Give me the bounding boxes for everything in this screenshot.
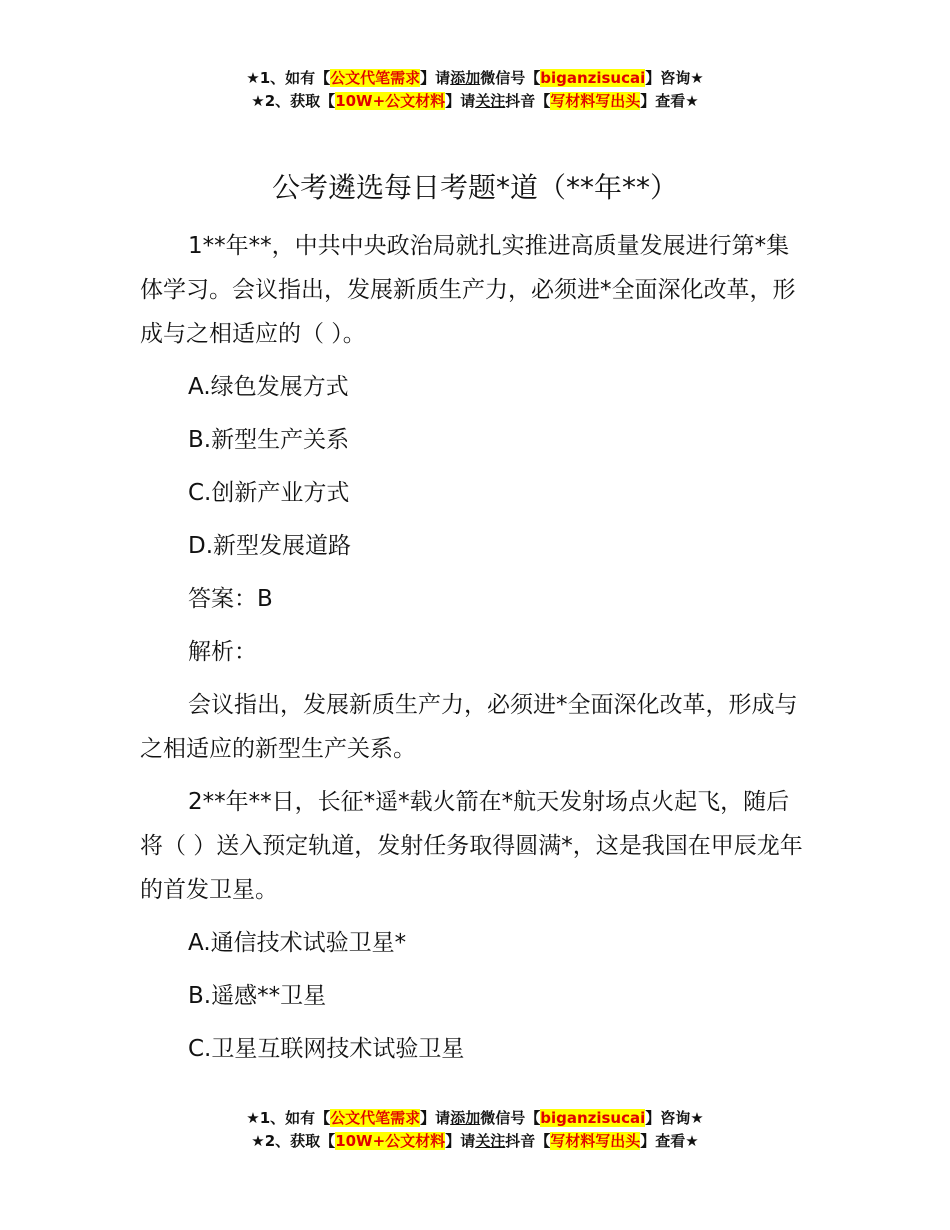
question-1-analysis: 会议指出，发展新质生产力，必须进*全面深化改革，形成与之相适应的新型生产关系。: [140, 692, 798, 762]
banner-line-1: ★1、如有【公文代笔需求】请添加微信号【biganzisucai】咨询★: [246, 69, 704, 87]
question-1-analysis-label: 解析：: [188, 639, 257, 665]
question-2-stem: 2**年**日，长征*遥*载火箭在*航天发射场点火起飞，随后将（ ）送入预定轨道，发射任务取得圆满*，这是我国在甲辰龙年的首发卫星。: [140, 789, 803, 903]
question-1-option-b: B.新型生产关系: [188, 427, 350, 453]
banner-line-1: ★1、如有【公文代笔需求】请添加微信号【biganzisucai】咨询★: [246, 1109, 704, 1127]
highlight-ghostwriting: 公文代笔需求: [330, 1109, 421, 1127]
question-1-option-d: D.新型发展道路: [188, 533, 352, 559]
banner-line-2: ★2、获取【10W+公文材料】请关注抖音【写材料写出头】查看★: [251, 92, 699, 110]
highlight-douyin: 写材料写出头: [550, 92, 641, 110]
question-2-option-c: C.卫星互联网技术试验卫星: [188, 1036, 465, 1062]
header-banner: [0, 67, 950, 113]
footer-banner: [0, 1107, 950, 1153]
highlight-douyin: 写材料写出头: [550, 1132, 641, 1150]
highlight-ghostwriting: 公文代笔需求: [330, 69, 421, 87]
question-2-option-b: B.遥感**卫星: [188, 983, 327, 1009]
banner-line-2: ★2、获取【10W+公文材料】请关注抖音【写材料写出头】查看★: [251, 1132, 699, 1150]
question-1-option-c: C.创新产业方式: [188, 480, 350, 506]
highlight-materials: 10W+公文材料: [335, 1132, 446, 1150]
highlight-wechat-id: biganzisucai: [540, 69, 646, 87]
highlight-materials: 10W+公文材料: [335, 92, 446, 110]
question-1-option-a: A.绿色发展方式: [188, 374, 349, 400]
question-2-option-a: A.通信技术试验卫星*: [188, 930, 407, 956]
question-1-stem: 1**年**，中共中央政治局就扎实推进高质量发展进行第*集体学习。会议指出，发展新质生产力，必须进*全面深化改革，形成与之相适应的（ ）。: [140, 233, 796, 347]
document-title: 公考遴选每日考题*道（**年**）: [271, 171, 678, 204]
highlight-wechat-id: biganzisucai: [540, 1109, 646, 1127]
document-body: [140, 224, 812, 1080]
question-1-answer: 答案：B: [188, 586, 273, 612]
